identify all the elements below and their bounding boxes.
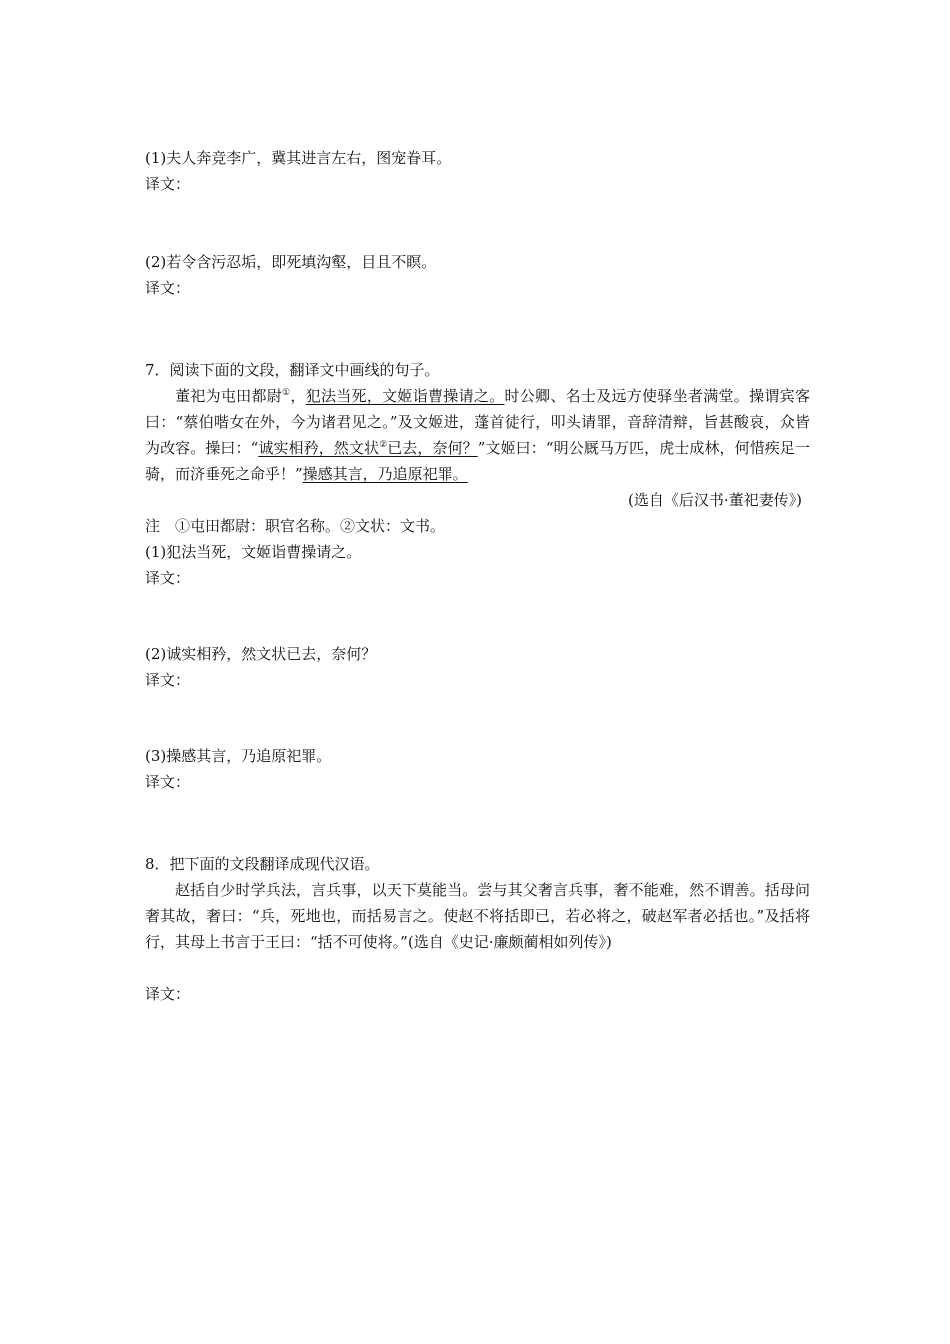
underlined-sentence-2: 诚实相矜，然文状②已去，奈何？: [258, 439, 478, 457]
q7-sentence-3: (3)操感其言，乃追原祀罪。: [145, 747, 332, 765]
q7-sentence-1: (1)犯法当死，文姬诣曹操请之。: [145, 543, 362, 561]
q7-source: (选自《后汉书·董祀妻传》): [628, 491, 802, 509]
q6-sentence-2: (2)若令含污忍垢，即死填沟壑，目且不瞑。: [145, 253, 437, 271]
q7-sentence-2: (2)诚实相矜，然文状已去，奈何？: [145, 645, 377, 663]
q6-translation-label-2: 译文：: [145, 279, 191, 297]
q8-heading: 8．把下面的文段翻译成现代汉语。: [145, 855, 380, 873]
q8-passage: 赵括自少时学兵法，言兵事，以天下莫能当。尝与其父奢言兵事，奢不能难，然不谓善。括母问奢其故，奢曰：“兵，死地也，而括易言之。使赵不将括即已，若必将之，破赵军者必括也。”及括将行，其母上书言于王曰：“括不可使将。”(选自《史记·廉颇蔺相如列传》): [145, 881, 810, 951]
underlined-sentence-1: 犯法当死，文姬诣曹操请之。: [305, 387, 505, 405]
q6-sentence-1: (1)夫人奔竞李广，冀其进言左右，图宠眷耳。: [145, 149, 452, 167]
document-page: [145, 145, 810, 1007]
footnote-mark-2: ②: [379, 440, 388, 450]
footnote-mark-1: ①: [282, 388, 291, 398]
q7-translation-label-2: 译文：: [145, 671, 191, 689]
q6-translation-label-1: 译文：: [145, 175, 191, 193]
q8-translation-label: 译文：: [145, 985, 191, 1003]
q7-translation-label-3: 译文：: [145, 773, 191, 791]
q7-heading: 7．阅读下面的文段，翻译文中画线的句子。: [145, 361, 440, 379]
underlined-sentence-3: 操感其言，乃追原祀罪。: [302, 465, 468, 483]
q7-translation-label-1: 译文：: [145, 569, 191, 587]
q7-passage: 董祀为屯田都尉①，犯法当死，文姬诣曹操请之。时公卿、名士及远方使驿坐者满堂。操谓宾客曰：“蔡伯喈女在外，今为诸君见之。”及文姬进，蓬首徒行，叩头请罪，音辞清辩，旨甚酸哀，众皆为改容。操曰：“诚实相矜，然文状②已去，奈何？”文姬曰：“明公厩马万匹，虎士成林，何惜疾足一骑，而济垂死之命乎！”操感其言，乃追原祀罪。: [145, 387, 810, 483]
q7-notes: 注 ①屯田都尉：职官名称。②文状：文书。: [145, 517, 446, 535]
